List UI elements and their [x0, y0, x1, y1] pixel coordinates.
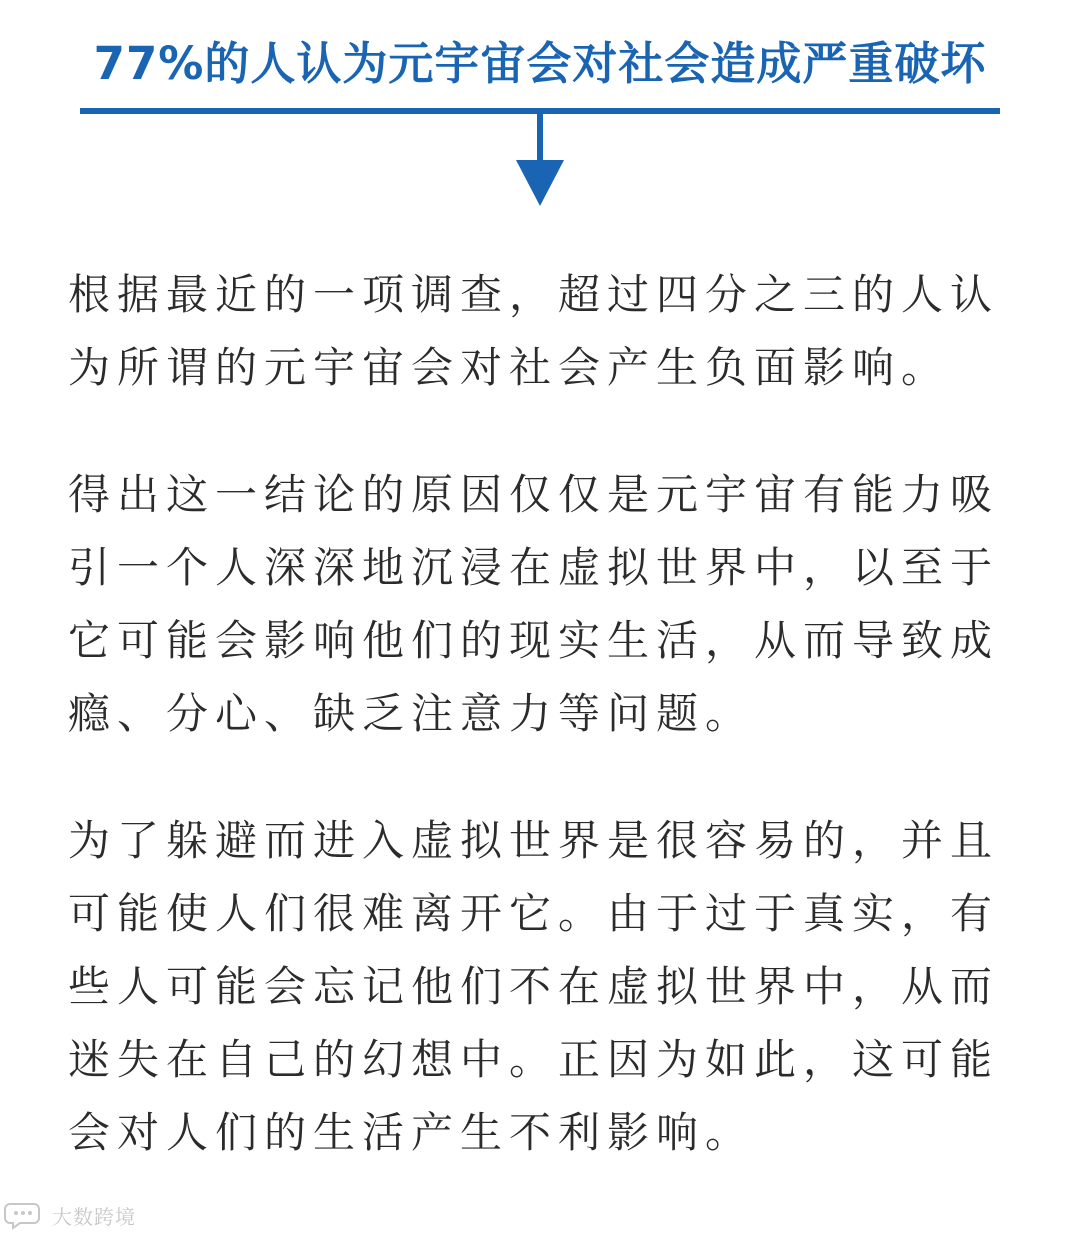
- watermark-text: 大数跨境: [52, 1204, 136, 1229]
- headline: 77%的人认为元宇宙会对社会造成严重破坏: [93, 37, 987, 90]
- paragraph-line: 引一个人深深地沉浸在虚拟世界中，以至于: [68, 543, 1000, 592]
- paragraph-1: [68, 258, 1018, 404]
- arrow-head: [516, 160, 564, 206]
- chat-bubble-logo-icon: [4, 1200, 48, 1230]
- article-body: [68, 258, 1018, 1169]
- paragraph-line: 些人可能会忘记他们不在虚拟世界中，从而: [68, 962, 1000, 1011]
- article-header: [0, 0, 1080, 220]
- watermark: [4, 1200, 136, 1230]
- paragraph-3: [68, 804, 1018, 1169]
- paragraph-line: 根据最近的一项调查，超过四分之三的人认: [68, 270, 1000, 319]
- paragraph-line: 它可能会影响他们的现实生活，从而导致成: [68, 616, 1000, 665]
- arrow-stem: [537, 112, 543, 164]
- down-arrow-icon: [80, 104, 1000, 210]
- paragraph-line: 为了躲避而进入虚拟世界是很容易的，并且: [68, 816, 1000, 865]
- paragraph-line: 会对人们的生活产生不利影响。: [68, 1108, 755, 1157]
- paragraph-line: 可能使人们很难离开它。由于过于真实，有: [68, 889, 1000, 938]
- paragraph-2: [68, 458, 1018, 750]
- paragraph-line: 瘾、分心、缺乏注意力等问题。: [68, 689, 755, 738]
- paragraph-line: 迷失在自己的幻想中。正因为如此，这可能: [68, 1035, 1000, 1084]
- paragraph-line: 为所谓的元宇宙会对社会产生负面影响。: [68, 343, 951, 392]
- paragraph-line: 得出这一结论的原因仅仅是元宇宙有能力吸: [68, 470, 1000, 519]
